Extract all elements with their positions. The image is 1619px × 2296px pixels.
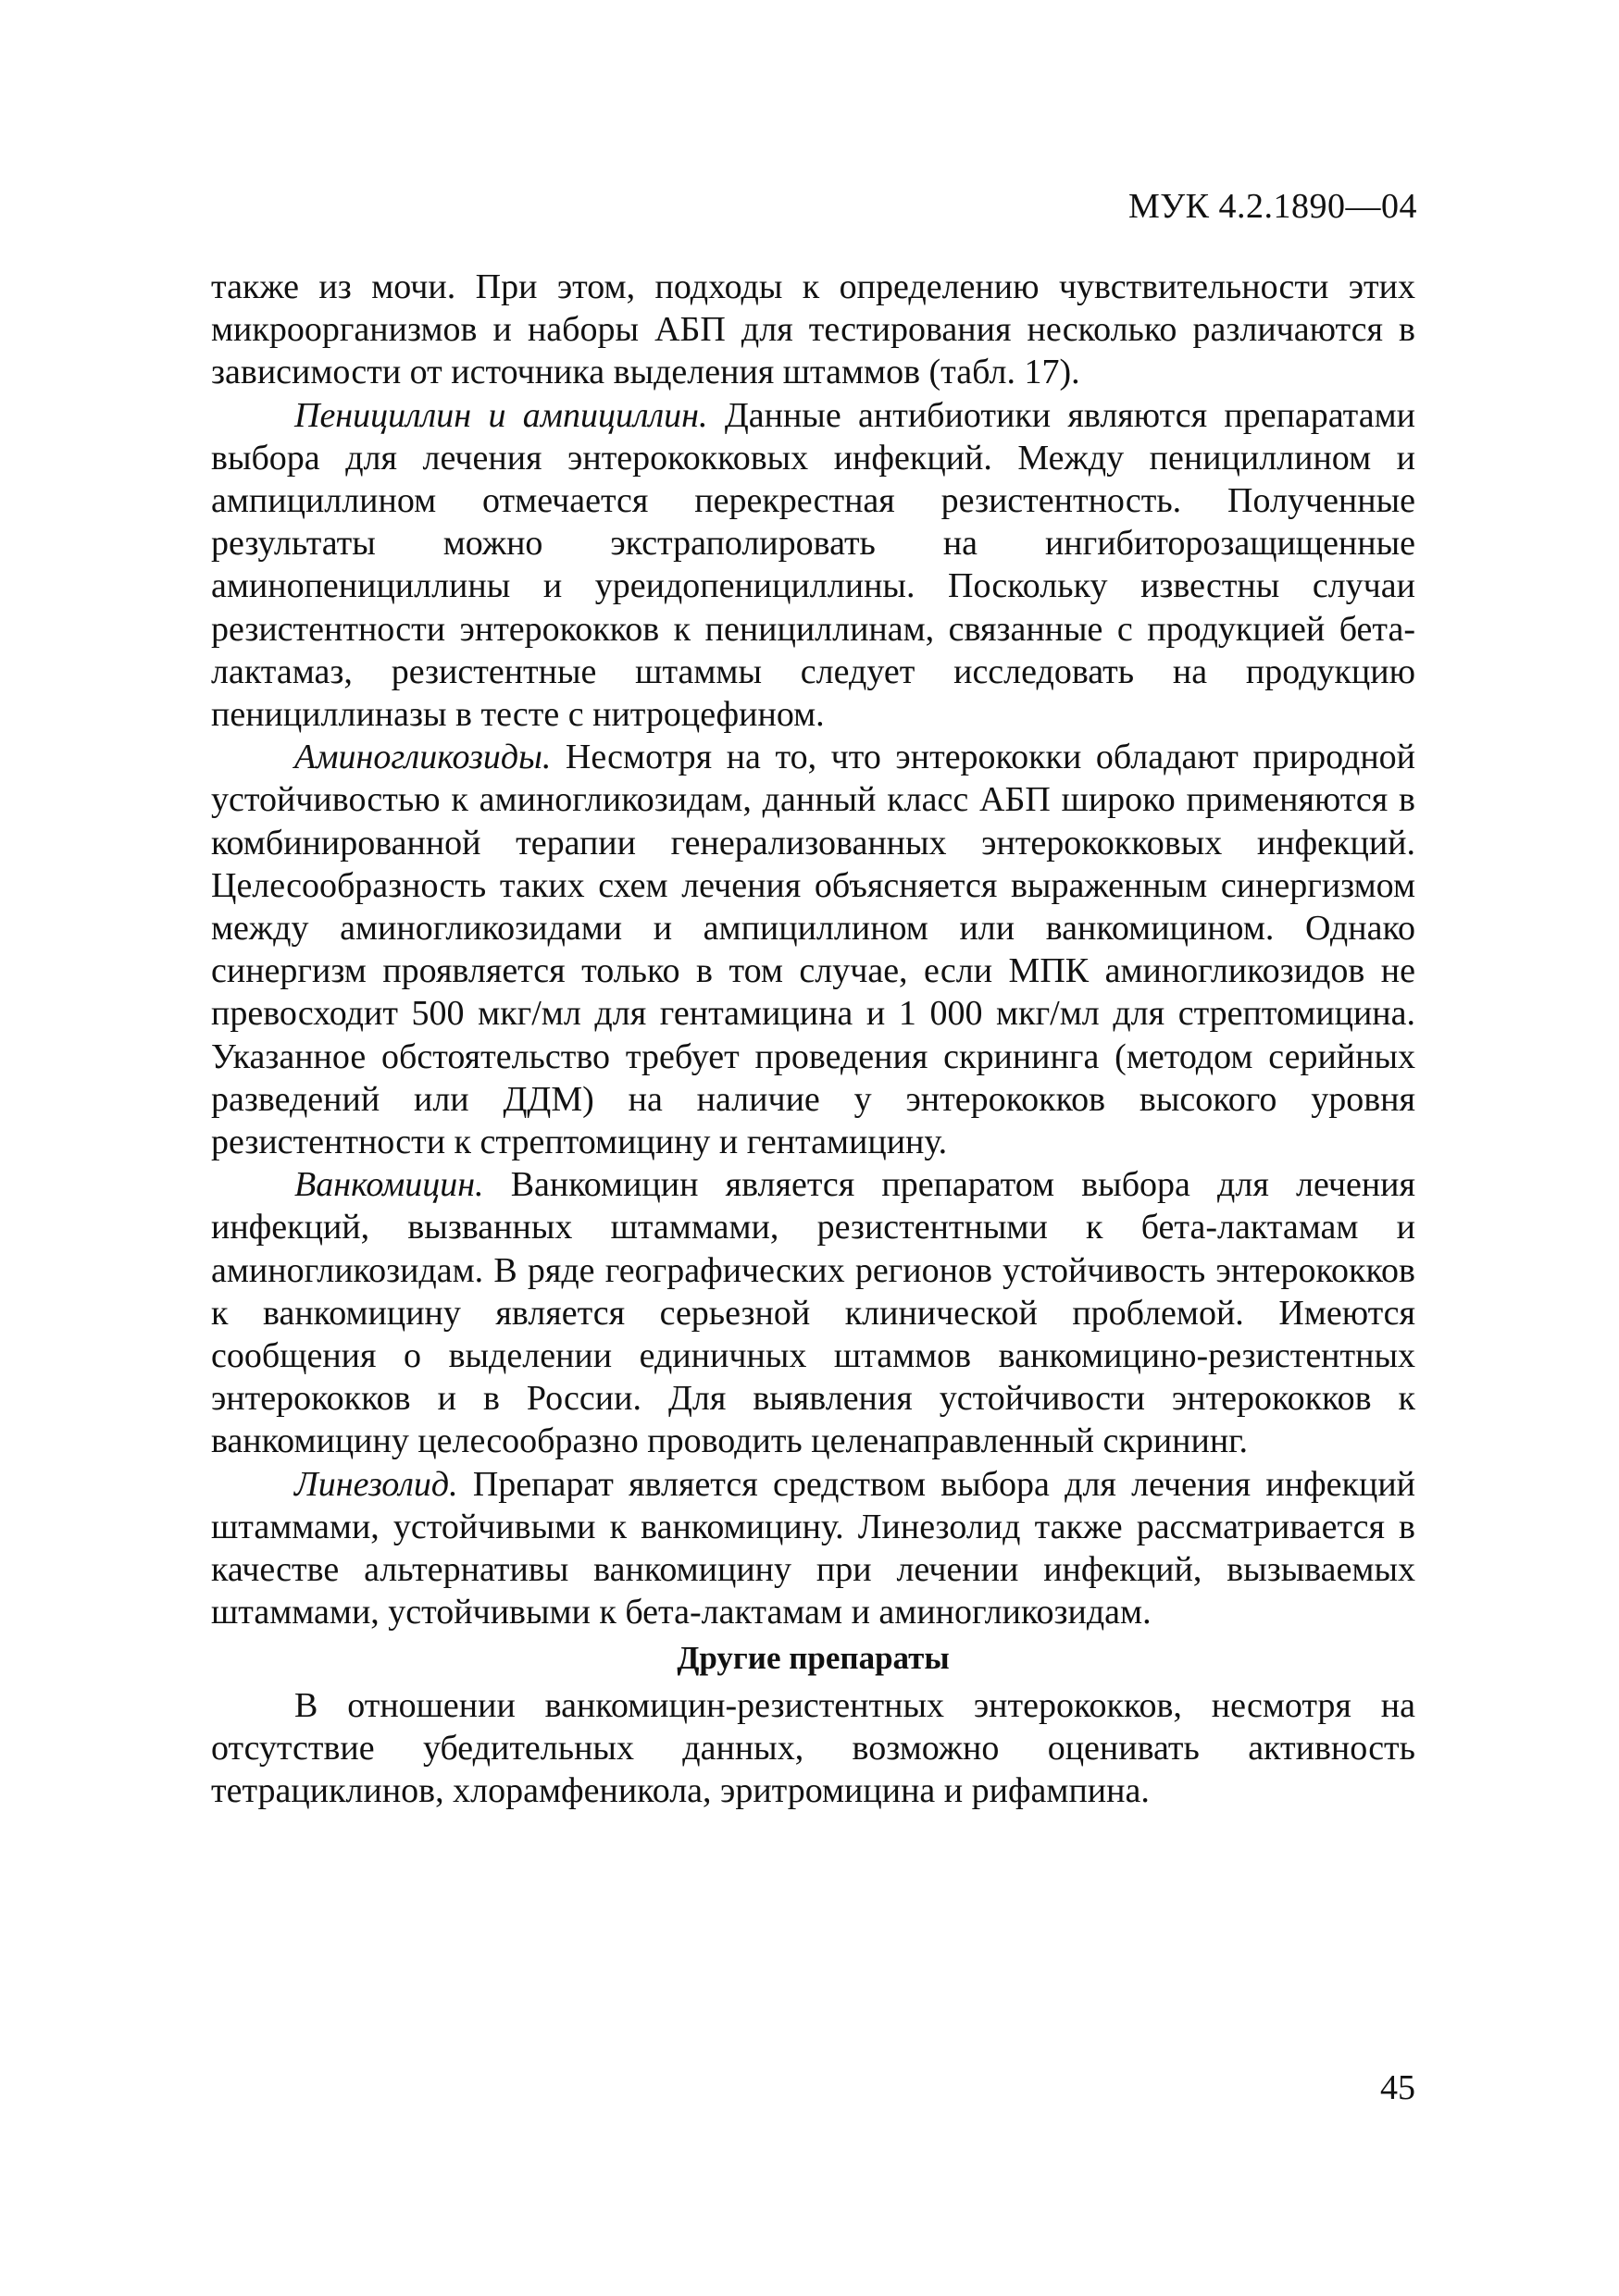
text-aminoglycosides: Несмотря на то, что энтерококки обладают природной устойчивостью к аминогликозидам, данный класс АБП широко применяются в комбинированной терапии генерализованных энтерококковых инфекций. Целесообразность таких схем лечения объясняется выраженным синергизмом между аминогликозидами и ампициллином или ванкомицином. Однако синергизм проявляется только в том случае, если МПК аминогликозидов не превосходит 500 мкг/мл для гентамицина и 1 000 мкг/мл для стрептомицина. Указанное обстоятельство требует проведения скрининга (методом серийных разведений или ДДМ) на наличие у энтерококков высокого уровня резистентности к стрептомицину и гентамицину. bbox=[211, 738, 1415, 1162]
paragraph-intro: также из мочи. При этом, подходы к определению чувствительности этих микроорганизмов и наборы АБП для тестирования несколько различаются в зависимости от источника выделения штаммов (табл. 17). bbox=[211, 267, 1415, 392]
paragraph-linezolid bbox=[211, 1463, 1415, 1634]
paragraph-vancomycin bbox=[211, 1163, 1415, 1462]
section-heading-other-drugs: Другие препараты bbox=[677, 1639, 950, 1676]
term-aminoglycosides: Аминогликозиды. bbox=[294, 738, 552, 777]
term-penicillin: Пенициллин и ампициллин. bbox=[294, 395, 708, 435]
text-penicillin: Данные антибиотики являются препаратами выбора для лечения энтерококковых инфекций. Между пенициллином и ампициллином отмечается перекрестная резистентность. Полученные результаты можно экстраполировать на ингибиторозащищенные аминопенициллины и уреидопенициллины. Поскольку известны случаи резистентности энтерококков к пенициллинам, связанные с продукцией бета-лактамаз, резистентные штаммы следует исследовать на продукцию пенициллиназы в тесте с нитроцефином. bbox=[211, 395, 1415, 735]
paragraph-aminoglycosides bbox=[211, 736, 1415, 1163]
page-number: 45 bbox=[1380, 2068, 1415, 2107]
paragraph-penicillin bbox=[211, 394, 1415, 737]
running-header: МУК 4.2.1890—04 bbox=[1127, 187, 1417, 226]
term-vancomycin: Ванкомицин. bbox=[294, 1165, 484, 1205]
term-linezolid: Линезолид. bbox=[294, 1464, 458, 1504]
text-vancomycin: Ванкомицин является препаратом выбора для лечения инфекций, вызванных штаммами, резистентными к бета-лактамам и аминогликозидам. В ряде географических регионов устойчивость энтерококков к ванкомицину является серьезной клинической проблемой. Имеются сообщения о выделении единичных штаммов ванкомицино-резистентных энтерококков и в России. Для выявления устойчивости энтерококков к ванкомицину целесообразно проводить целенаправленный скрининг. bbox=[211, 1165, 1415, 1461]
text-linezolid: Препарат является средством выбора для лечения инфекций штаммами, устойчивыми к ванкомицину. Линезолид также рассматривается в качестве альтернативы ванкомицину при лечении инфекций, вызываемых штаммами, устойчивыми к бета-лактамам и аминогликозидам. bbox=[211, 1464, 1415, 1632]
main-text bbox=[211, 266, 1415, 1812]
paragraph-other-drugs: В отношении ванкомицин-резистентных энтерококков, несмотря на отсутствие убедительных данных, возможно оценивать активность тетрациклинов, хлорамфеникола, эритромицина и рифампина. bbox=[211, 1685, 1415, 1810]
